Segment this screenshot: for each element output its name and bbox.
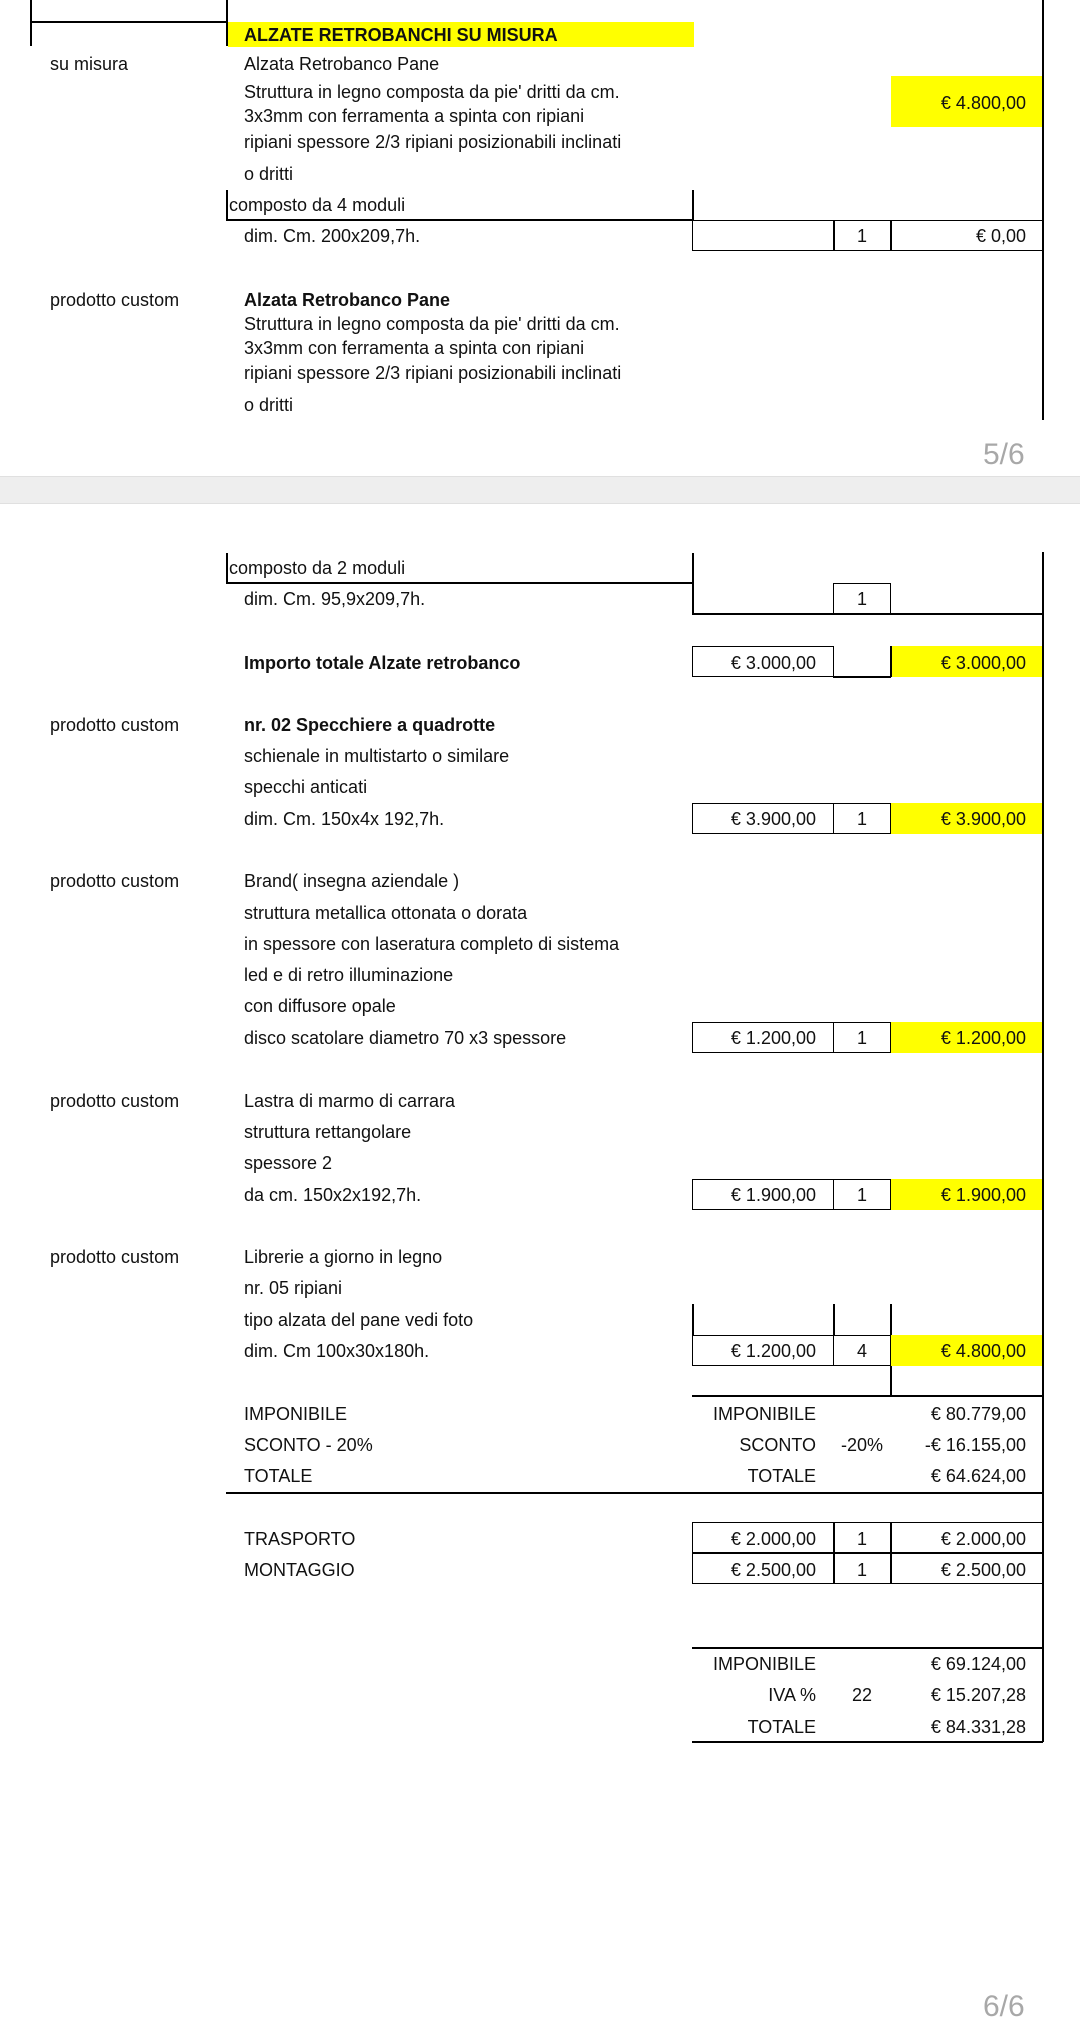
marmo-line-1: struttura rettangolare	[244, 1122, 412, 1142]
trasporto-price: € 2.000,00	[730, 1529, 816, 1549]
marmo-line-2: spessore 2	[244, 1153, 333, 1173]
summary-left-totale: TOTALE	[244, 1466, 313, 1486]
librerie-qty: 4	[856, 1341, 867, 1361]
brand-left-label: prodotto custom	[50, 871, 180, 891]
librerie-upper-left	[692, 1304, 694, 1336]
summary-totale-label: TOTALE	[747, 1466, 816, 1486]
frame-right-line	[1042, 0, 1044, 420]
p6-modules-left-line	[226, 553, 228, 583]
specchiere-title: nr. 02 Specchiere a quadrotte	[244, 715, 496, 735]
specchiere-price: € 3.900,00	[730, 809, 816, 829]
page-number-6: 6/6	[983, 1990, 1025, 2023]
total-alzate-underline	[833, 676, 891, 678]
item1-qty: 1	[856, 226, 867, 246]
summary-bottom-rule	[226, 1492, 1043, 1494]
item1-modules: composto da 4 moduli	[229, 195, 406, 215]
librerie-upper-right	[890, 1304, 892, 1336]
brand-qty: 1	[856, 1028, 867, 1048]
brand-line-0: Brand( insegna aziendale )	[244, 871, 460, 891]
final-iva-label: IVA %	[768, 1685, 816, 1705]
final-imponibile-label: IMPONIBILE	[712, 1654, 816, 1674]
specchiere-left-label: prodotto custom	[50, 715, 180, 735]
summary-left-sconto: SCONTO - 20%	[244, 1435, 373, 1455]
item1-price-highlight: € 4.800,00	[940, 93, 1026, 113]
summary-imponibile-label: IMPONIBILE	[712, 1404, 816, 1424]
item1-total: € 0,00	[975, 226, 1026, 246]
librerie-left-label: prodotto custom	[50, 1247, 180, 1267]
item1-name: Alzata Retrobanco Pane	[244, 54, 440, 74]
brand-line-3: led e di retro illuminazione	[244, 965, 454, 985]
final-bottom-rule	[692, 1741, 1043, 1743]
librerie-upper-mid	[833, 1304, 835, 1336]
marmo-price: € 1.900,00	[730, 1185, 816, 1205]
final-totale: € 84.331,28	[930, 1717, 1026, 1737]
item2-desc-2: ripiani spessore 2/3 ripiani posizionabili inclinati	[244, 363, 622, 383]
final-imponibile: € 69.124,00	[930, 1654, 1026, 1674]
librerie-line-3: dim. Cm 100x30x180h.	[244, 1341, 430, 1361]
specchiere-line-0: schienale in multistarto o similare	[244, 746, 510, 766]
item1-desc-3: o dritti	[244, 164, 294, 184]
item1-desc-2: ripiani spessore 2/3 ripiani posizionabili inclinati	[244, 132, 622, 152]
summary-top-rule	[692, 1395, 1043, 1397]
summary-top-mark	[890, 1366, 892, 1396]
montaggio-price: € 2.500,00	[730, 1560, 816, 1580]
final-iva-pct: 22	[851, 1685, 873, 1705]
montaggio-label: MONTAGGIO	[244, 1560, 355, 1580]
item2-desc-3: o dritti	[244, 395, 294, 415]
page-separator	[0, 476, 1080, 504]
marmo-left-label: prodotto custom	[50, 1091, 180, 1111]
summary-sconto: -€ 16.155,00	[924, 1435, 1026, 1455]
librerie-line-1: nr. 05 ripiani	[244, 1278, 343, 1298]
brand-line-4: con diffusore opale	[244, 996, 396, 1016]
item2-qty: 1	[856, 589, 867, 609]
modules-right-line	[692, 190, 694, 220]
brand-total: € 1.200,00	[940, 1028, 1026, 1048]
brand-price: € 1.200,00	[730, 1028, 816, 1048]
final-top-rule	[692, 1647, 1043, 1649]
marmo-line-0: Lastra di marmo di carrara	[244, 1091, 456, 1111]
item2-desc-1: 3x3mm con ferramenta a spinta con ripiani	[244, 338, 585, 358]
item2-name: Alzata Retrobanco Pane	[244, 290, 451, 310]
item2-desc-0: Struttura in legno composta da pie' dritti da cm.	[244, 314, 620, 334]
marmo-line-3: da cm. 150x2x192,7h.	[244, 1185, 422, 1205]
trasporto-label: TRASPORTO	[244, 1529, 356, 1549]
summary-totale: € 64.624,00	[930, 1466, 1026, 1486]
item1-dim: dim. Cm. 200x209,7h.	[244, 226, 421, 246]
p6-modules-underline	[226, 582, 694, 584]
trasporto-qty: 1	[856, 1529, 867, 1549]
item2-dim: dim. Cm. 95,9x209,7h.	[244, 589, 426, 609]
specchiere-line-1: specchi anticati	[244, 777, 368, 797]
modules-left-line	[226, 190, 228, 220]
specchiere-line-2: dim. Cm. 150x4x 192,7h.	[244, 809, 445, 829]
librerie-line-0: Librerie a giorno in legno	[244, 1247, 443, 1267]
p6-modules-right-line	[692, 553, 694, 615]
librerie-total: € 4.800,00	[940, 1341, 1026, 1361]
marmo-qty: 1	[856, 1185, 867, 1205]
summary-left-imponibile: IMPONIBILE	[244, 1404, 348, 1424]
montaggio-qty: 1	[856, 1560, 867, 1580]
summary-sconto-pct: -20%	[840, 1435, 884, 1455]
frame-left-line	[30, 0, 32, 46]
total-alzate-total: € 3.000,00	[940, 653, 1026, 673]
total-alzate-price: € 3.000,00	[730, 653, 816, 673]
section-title: ALZATE RETROBANCHI SU MISURA	[244, 25, 558, 45]
librerie-line-2: tipo alzata del pane vedi foto	[244, 1310, 474, 1330]
modules-underline	[226, 219, 694, 221]
brand-line-2: in spessore con laseratura completo di sistema	[244, 934, 620, 954]
item1-desc-1: 3x3mm con ferramenta a spinta con ripiani	[244, 106, 585, 126]
item2-modules: composto da 2 moduli	[229, 558, 406, 578]
brand-line-5: disco scatolare diametro 70 x3 spessore	[244, 1028, 567, 1048]
montaggio-total: € 2.500,00	[940, 1560, 1026, 1580]
final-totale-label: TOTALE	[747, 1717, 816, 1737]
summary-imponibile: € 80.779,00	[930, 1404, 1026, 1424]
marmo-total: € 1.900,00	[940, 1185, 1026, 1205]
specchiere-total: € 3.900,00	[940, 809, 1026, 829]
summary-sconto-label: SCONTO	[739, 1435, 816, 1455]
item1-desc-0: Struttura in legno composta da pie' dritti da cm.	[244, 82, 620, 102]
final-iva: € 15.207,28	[930, 1685, 1026, 1705]
total-alzate-label: Importo totale Alzate retrobanco	[244, 653, 521, 673]
item1-left-label: su misura	[50, 54, 129, 74]
specchiere-qty: 1	[856, 809, 867, 829]
trasporto-total: € 2.000,00	[940, 1529, 1026, 1549]
item2-left-label: prodotto custom	[50, 290, 180, 310]
brand-line-1: struttura metallica ottonata o dorata	[244, 903, 528, 923]
librerie-price: € 1.200,00	[730, 1341, 816, 1361]
page-number-5: 5/6	[983, 438, 1025, 471]
frame-top-line	[30, 21, 226, 23]
